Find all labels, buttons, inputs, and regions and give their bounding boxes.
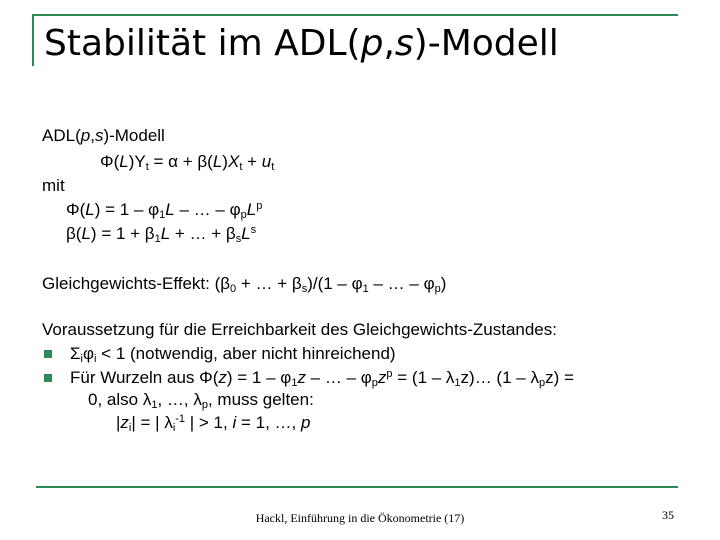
- stability-condition: $|z_i|$ = | $\lambda_i^{-1}$ | > 1, i = 1, …, p: [116, 413, 311, 434]
- title-frame-left-bar: [32, 14, 34, 66]
- phi-definition: $\Phi(L) = 1 - \varphi_1L$ – … – $\varphi_pL^p$: [66, 200, 263, 221]
- bullet-roots-condition: Für Wurzeln aus $\Phi(z) = 1 - \varphi_1z$ – … – $\varphi_pz^p = (1$ – $\lambda_1z)\dots$ $(1 - \lambda_pz)$ =: [70, 368, 574, 389]
- footer-citation: Hackl, Einführung in die Ökonometrie (17): [255, 511, 465, 525]
- page-title: Stabilität im ADL(p,s)-Modell: [44, 23, 559, 64]
- bullet-square-icon: [44, 374, 52, 382]
- title-frame-top-bar: [32, 14, 678, 16]
- page-number: 35: [662, 508, 674, 522]
- bullet-square-icon: [44, 350, 52, 358]
- model-label: ADL(p,s)-Modell: [42, 126, 165, 145]
- equilibrium-effect: Gleichgewichts-Effekt: ($\beta_0$ + … + $\beta_s)/(1 - \varphi_1$ – … – $\varphi_p$): [42, 274, 447, 295]
- mit-label: mit: [42, 176, 65, 195]
- beta-definition: $\beta(L) = 1 + \beta_1L$ + … + $\beta_sL^s$: [66, 224, 257, 245]
- footer-divider: [36, 486, 678, 488]
- prerequisite-heading: Voraussetzung für die Erreichbarkeit des Gleichgewichts-Zustandes:: [42, 320, 557, 339]
- title-frame: [32, 14, 678, 66]
- bullet-roots-continuation: 0, also $\lambda_1$, …, $\lambda_p$, muss gelten:: [88, 390, 314, 411]
- model-equation: $\Phi(L)Y_t = \alpha + \beta(L)X_t + u_t$: [100, 152, 275, 173]
- bullet-necessary-condition: $\Sigma_i\varphi_i < 1$ (notwendig, aber nicht hinreichend): [70, 344, 396, 365]
